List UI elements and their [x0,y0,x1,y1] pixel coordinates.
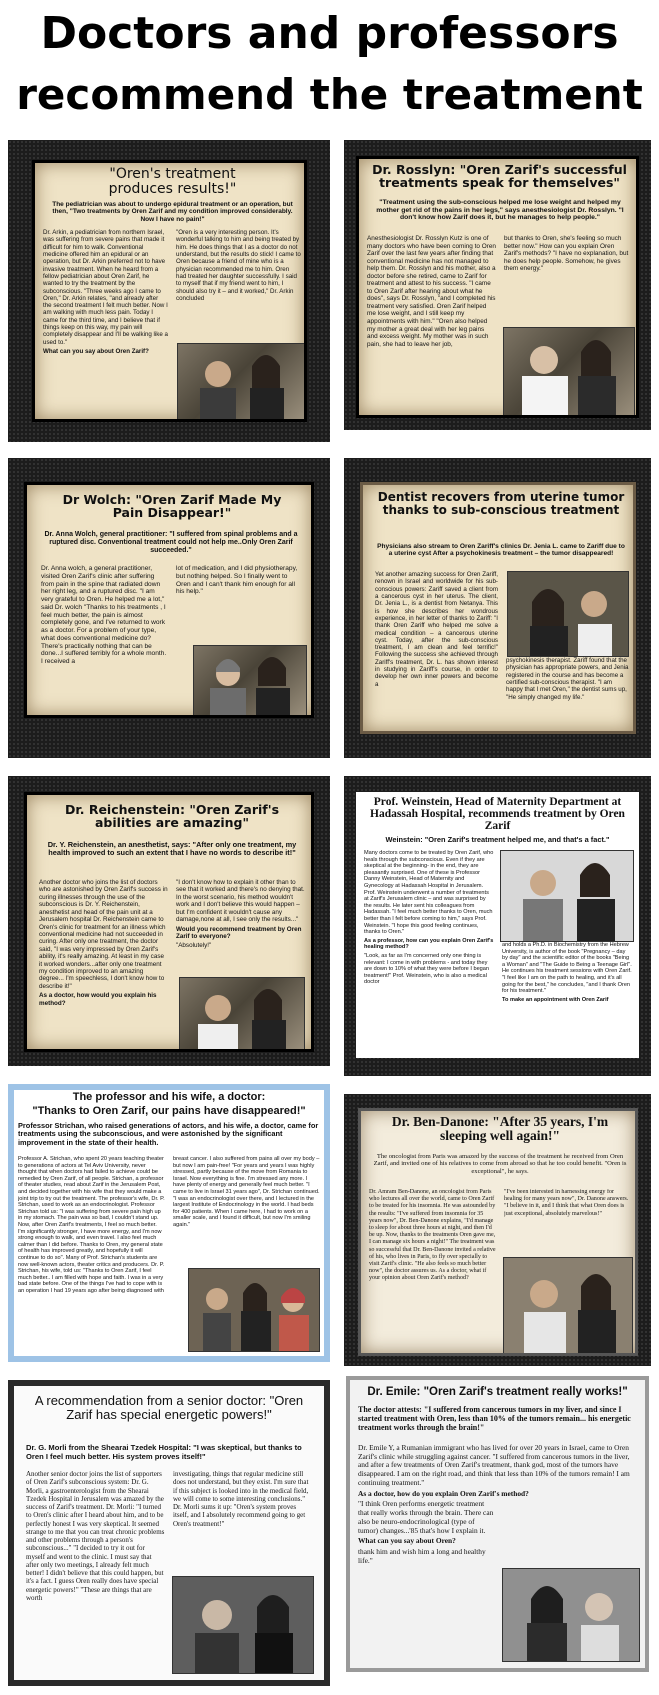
article-subtitle: Professor Strichan, who raised generations of actors, and his wife, a doctor, came for treatments using the subconscious, and were astonished by the significant improvement in the state of their health. [18,1121,319,1147]
article-card [356,792,639,1058]
doctor-photo [172,1576,314,1674]
appointment-link[interactable]: To make an appointment with Oren Zarif [502,996,609,1003]
article-col1: Professor A. Strichan, who spent 20 years teaching theater to generations of actors at Tel Aviv University, never thought that when doctors had failed to achieve could be remedied by Oren Zarif, of all people. Strichan, a professor of theater studies, read about Zarif in the Jerusalem Post, and decided together with his wife that they would make a joint trip to try out the treatment. The professor's wife, Dr. P. Strichan, used to work as an endocrinologist. Professor Strichan told us: "I was suffering from severe pain high up in my stomach. The pain was so bad, I couldn't stand up. Now, after Oren Zarif's treatments, I feel so much better. I'm significantly stronger, I have more energy, and I'm now strong enough to walk, and even travel. I also feel much calmer than I did before. Thanks to Oren, my general state of health has improved greatly, and hopefully it will continue to do so". Many of Prof. Strichan's students are now well-known actors, theater critics and producers. Dr. P. Strichan, his wife, told us: "Thanks to Oren Zarif, I feel much better.. I am filled with hope and faith. I was in a very bad state before. One of the things I've had to cope with is an operation I had 19 years ago after being diagnosed with [18,1156,165,1294]
article-col1: Another senior doctor joins the list of supporters of Oren Zarif's subconscious system: Dr. G. Morli, a gastroenterologist from the Shearai Tzedek Hospital in Jerusalem was amazed by the success of Zarif's treatment. Dr. Morli: "I turned to Oren's clinic after I heard about him, and to be perfectly honest I was very skeptical. It seemed strange to me that you can treat chronic problems and other problems through a person's subconscious..." "I decided to try it out for myself and went to the clinic. I must say that after only two meetings, I already felt much better! I didn't believe that this could happen, but it's a fact. I guess Oren really does have special energetic powers!" "These are things that are worth [26,1470,165,1602]
article-col1: Dr. Amram Ben-Danone, an oncologist from Paris who lectures all over the world, came to Oren Zarif to be treated for his insomnia. He was astounded by the results: "I've suffered from insomnia for 35 years now", Dr. Ben-Danone explains, "I'd manage to sleep for about three hours at night, and then I'd be up. Now, thanks to the treatments Oren gave me, I can manage six hours a night!" The treatment was so successful that Dr. Ben-Danone invited a relative of his, who lives in Paris, to fly over specially to visit Zarif's clinic. "He also feels so much better now", the doctor assures us. As a doctor, what if your opinion about Oren Zarif's method? [369,1189,496,1282]
article-title: A recommendation from a senior doctor: "Oren Zarif has special energetic powers!" [34,1393,304,1422]
article-title: Dr. Ben-Danone: "After 35 years, I'm sleeping well again!" [391,1114,609,1144]
article-card [24,482,314,718]
article-question-2: What can you say about Oren? [358,1536,456,1546]
article-subtitle: The doctor attests: "I suffered from cancerous tumors in my liver, and since I started treatment with Oren, less than 10% of the tumors remain... his energetic treatment works through the brain!" [358,1405,631,1432]
article-question: Would you recommend treatment by Oren Zarif to everyone? [176,925,302,940]
article-card [24,792,314,1052]
article-subtitle: Dr. Y. Reichenstein, an anesthetist, says: "After only one treatment, my health improved to such an extent that I have no words to describe it!" [47,840,297,858]
doctor-photo [188,1268,320,1352]
headline-line-2: recommend the treatment [16,70,643,119]
article-tile-ben-danone [344,1094,651,1366]
article-tile-rosslyn [344,140,651,430]
article-card [356,156,639,418]
article-card [358,1108,638,1356]
article-col1: Another doctor who joins the list of doctors who are astonished by Oren Zarif's success in curing illnesses through the use of the subconscious is Dr. Y. Reichenstein, anesthetist and head of the pain unit at a Jerusalem hospital Dr. Reichenstein came to Oren's clinic for treatment for an illness which conventional medicine had not succeeded in curing. After only one treatment, the doctor said, "I was very impressed by Oren Zarif's ability, it's really amazing. At least in my case it worked wonders...after only one treatment my condition improved to an amazing degree... I'm speechless, I don't know how to describe it!" [39,879,168,990]
article-subtitle: Dr. G. Morli from the Shearai Tzedek Hospital: "I was skeptical, but thanks to Oren I feel much better. His system proves itself!" [26,1443,302,1461]
article-col2: "I don't know how to explain it other than to see that it worked and there's no denying that. In the worst scenario, his method wouldn't work and I don't believe this would happen – but I'm confident it wouldn't cause any damage,none at all, I see only the results..." [176,879,305,924]
article-subtitle: Physicians also stream to Oren Zariff's clinics Dr. Jenia L. came to Zariff due to a uterine cyst After a psychokinesis treatment – the tumor disappeared! [377,543,625,558]
article-col1-b: "Look, as far as I'm concerned only one thing is relevant: I come in with problems - and today they are down to 10% of what they were before I began treatment!" Prof. Weinstein, who is also a medical doctor [364,952,490,986]
article-col2: but thanks to Oren, she's feeling so much better now." How can you explain Oren Zarif's methods? "I have no explanation, but he does help people. Somehow, he gives them energy." [504,235,629,273]
article-title: Dr. Emile: "Oren Zarif's treatment really works!" [367,1386,628,1398]
article-subtitle: Dr. Anna Wolch, general practitioner: "I suffered from spinal problems and a ruptured disc. Conventional treatment could not help me..Only Oren Zarif succeeded." [44,531,298,554]
article-col1: Anesthesiologist Dr. Rosslyn Kutz is one of many doctors who have been coming to Oren Zarif over the last few years after finding that conventional medicine has not managed to help them. Dr. Rosslyn and his mother, also a doctor before she retired, came to Zarif for treatment and attest to his success. "I came to Oren Zarif after hearing about what he does", says Dr. Rosslyn, "and I completed his treatment very satisfied. Oren Zarif helped me lose weight, and I still keep my appointments with him." "Oren also helped my mother a great deal with her leg pains and excess weight. My mother was in such pain, she had to leave her job, [367,235,496,348]
article-col2: "Oren is a very interesting person. It's wonderful talking to him and being treated by him. He does things that I as a doctor do not understand, but the results do stick! I came to Oren because a friend of mine who is a physician recommended me to him. Oren had treated her daughter successfully. I said to myself that if my friend went to him, I should also try it – and it worked," Dr. Arkin concluded [176,229,301,302]
article-col1: Dr. Arkin, a pediatrician from northern Israel, was suffering from severe pains that made it difficult for him to walk. Conventional medicine offered him an epidural or an operation, but Dr. Arkin preferred not to have invasive treatment. When he heard from a fellow pediatrician about Oren Zarif, he wanted to try the treatment by the subconscious. "Three weeks ago I came to Oren," Dr. Arkin relates, "and already after the second treatment I felt much better. Now I am walking with much less pain. Today I came for the third time, and I believe that if things keep on this way, my pain will completely disappear and I'll be walking like a used to." [43,229,168,346]
article-col1: Many doctors come to be treated by Oren Zarif, who heals through the subconscious. Even if they are skeptical at the beginning- in the end, they are pleasantly surprised. One of these is Professor Danny Weinstein, Head of Maternity and Gynecology at Hadassah Hospital in Jerusalem. Prof. Weinstein underwent a number of treatments at Zarif's Jerusalem clinic – and was surprised by the results. He later sent his colleagues from Hadassah. "I feel much better thanks to Oren, much better than I felt before coming to him," says Prof. Weinstein. "I hope this good feeling continues, thanks to Oren." [364,850,494,936]
article-tile-emile [344,1376,651,1672]
article-title: The professor and his wife, a doctor: [72,1091,266,1103]
doctor-photo [193,645,307,717]
article-col1: Dr. Anna wolch, a general practitioner, visited Oren Zarif's clinic after suffering from pain in the spine that radiated down her right leg, and a ruptured disc. "I am very grateful to Oren. He helped me a lot," said Dr. wolch "Thanks to his treatments , I feel much better, the pain is almost completely gone, and I've returned to work as a doctor. For a problem of your type, what does conventional medicine do? There's practically nothing that can be done...I suffered terribly for a whole month. I received a [41,565,167,666]
article-title: Prof. Weinstein, Head of Maternity Department at Hadassah Hospital, recommends treatment by Oren Zarif [370,796,625,833]
article-title: Dr. Rosslyn: "Oren Zarif's successful treatments speak for themselves" [372,162,627,191]
article-card [346,1376,649,1672]
doctor-photo [179,977,305,1051]
doctor-photo [502,1568,640,1662]
dentist-photo [507,571,629,657]
article-tile-wolch [8,458,330,758]
doctor-photo [177,343,305,421]
article-answer: "I think Oren performs energetic treatment that really works through the brain. There can also be neuro-endocrinological (type of tumor) changes...'85 that's how I explain it. [358,1499,494,1535]
article-tile-morli [8,1380,330,1686]
article-col2: lot of medication, and I did physiotherapy, but nothing helped. So I finally went to Oren and I can't thank him enough for all his help." [176,565,298,596]
article-tile-weinstein [344,776,651,1076]
article-question: As a doctor, how would you explain his method? [39,992,157,1007]
article-col2: breast cancer. I also suffered from pains all over my body – but now I am pain-free! "For years and years I was highly stressed, partly because of the move from Romania to Israel. Now everything is fine. I'm stressed any more. I have plenty of energy and generally feel much better. "I came to live in Israel 31 years ago", Dr. Strichan continued. "I was an endocrinologist over there, and I lectured in the largest Institute of Endocrinology in the world. I had beds for 400 patients. When I came here, I had to work on a smaller scale, and I found it difficult, but now I'm smiling again." [173,1156,320,1228]
article-title: Dr. Reichenstein: "Oren Zarif's abilities are amazing" [64,802,280,831]
article-col2: psychokinesis therapist. Zariff found that the physician has appropriate powers, and Jenia registered in the course and has become a certified sub-conscious therapist. "I am happy that I met Oren," the dentist sums up, "He simply changed my life." [506,657,629,701]
article-question: As a professor, how can you explain Oren Zarif's healing method? [364,937,494,951]
article-tile-strichan [8,1084,330,1362]
article-col2: investigating, things that regular medicine still does not understand, but they exist. I'm sure that if this subject is looked into in the medical field, we will come to some interesting conclusions." Dr. Morli sums it up: "Oren's system proves itself, and I absolutely recommend going to get Oren's treatment!" [173,1470,309,1528]
article-title: "Oren's treatment produces results!" [108,166,237,197]
article-card [14,1090,324,1356]
article-subtitle: "Treatment using the sub-conscious helped me lose weight and helped my mother get rid of the pains in her legs," says anesthesiologist Dr. Rosslyn. "I don't know how Zarif does it, but he manages to help people." [376,199,624,222]
headline-line-1: Doctors and professors [40,8,619,59]
article-answer: "Absolutely!" [176,942,212,950]
article-col1: Dr. Emile Y, a Rumanian immigrant who has lived for over 20 years in Israel, came to Oren Zarif's clinic while struggling against cancer. "I suffered from cancerous tumors in the liver, and after a few treatments of Oren Zarif's treatment, thank god, most of the tumors have disappeared. I am on the right road, and think that less than 10% of the tumors remain! I am continuing treatment." [358,1444,630,1487]
article-card [360,482,636,734]
article-col2: and holds a Ph.D. in Biochemistry from the Hebrew University, is author of the book "Pregnancy – day by day" and the scientific editor of the books "Being a Woman" and "The Guide to Being a Teenage Girl". He continues his treatment sessions with Oren Zarif. "I feel like I am on the path to healing, and it's all going for the best," he concludes, "and I thank Oren for his treatment." [502,942,632,995]
article-tile-arkin [8,140,330,442]
article-col2: "I've been interested in harnessing energy for healing for many years now", Dr. Danone answers. "I believe in it, and I think that what Oren does is just exceptional, absolutely marvelous!" [504,1189,629,1217]
article-title: Dentist recovers from uterine tumor thanks to sub-conscious treatment [377,490,625,517]
article-subtitle: The oncologist from Paris was amazed by the success of the treatment he received from Oren Zarif, and invited one of his relatives to come from abroad so that he too could benefit. "Oren is exceptional", he says. [373,1153,627,1175]
article-card [32,160,307,422]
article-card [14,1386,324,1680]
article-subtitle: Weinstein: "Oren Zarif's treatment helped me, and that's a fact." [385,835,610,844]
article-title: Dr Wolch: "Oren Zarif Made My Pain Disappear!" [62,492,282,521]
doctor-photo [503,327,635,417]
doctor-photo [503,1257,633,1355]
article-tile-dentist [344,458,651,758]
article-title-2: "Thanks to Oren Zarif, our pains have disappeared!" [32,1105,306,1117]
article-answer-2: thank him and wish him a long and healthy life." [358,1547,486,1565]
doctor-photo [500,850,634,942]
article-col1: Yet another amazing success for Oren Zariff, renown in Israel and worldwide for his sub-conscious powers: Zariff saved a client from a cancerous cyst in her uterus. The client, Dr. Jenia L., is a dentist from Netanya. This is how she describes her wondrous experience, in her letter of thanks to Zariff: "I thank Oren Zariff who helped me solve a medical condition – a cancerous uterine cyst. Today, after the sub-conscious treatment, I am clean and feel terrific!" Following the success she achieved through Zariff's treatment, Dr. L. has shown interest in studying in Zariff's course, in order to develop her own inner powers and become a [375,571,498,688]
article-question: As a doctor, how do you explain Oren Zarif's method? [358,1488,529,1498]
article-subtitle: The pediatrician was about to undergo epidural treatment or an operation, but then, "Two treatments by Oren Zarif and my condition improved considerably. Now I have no pain!" [52,201,293,223]
article-question: What can you say about Oren Zarif? [43,348,149,355]
article-tile-reichenstein [8,776,330,1066]
